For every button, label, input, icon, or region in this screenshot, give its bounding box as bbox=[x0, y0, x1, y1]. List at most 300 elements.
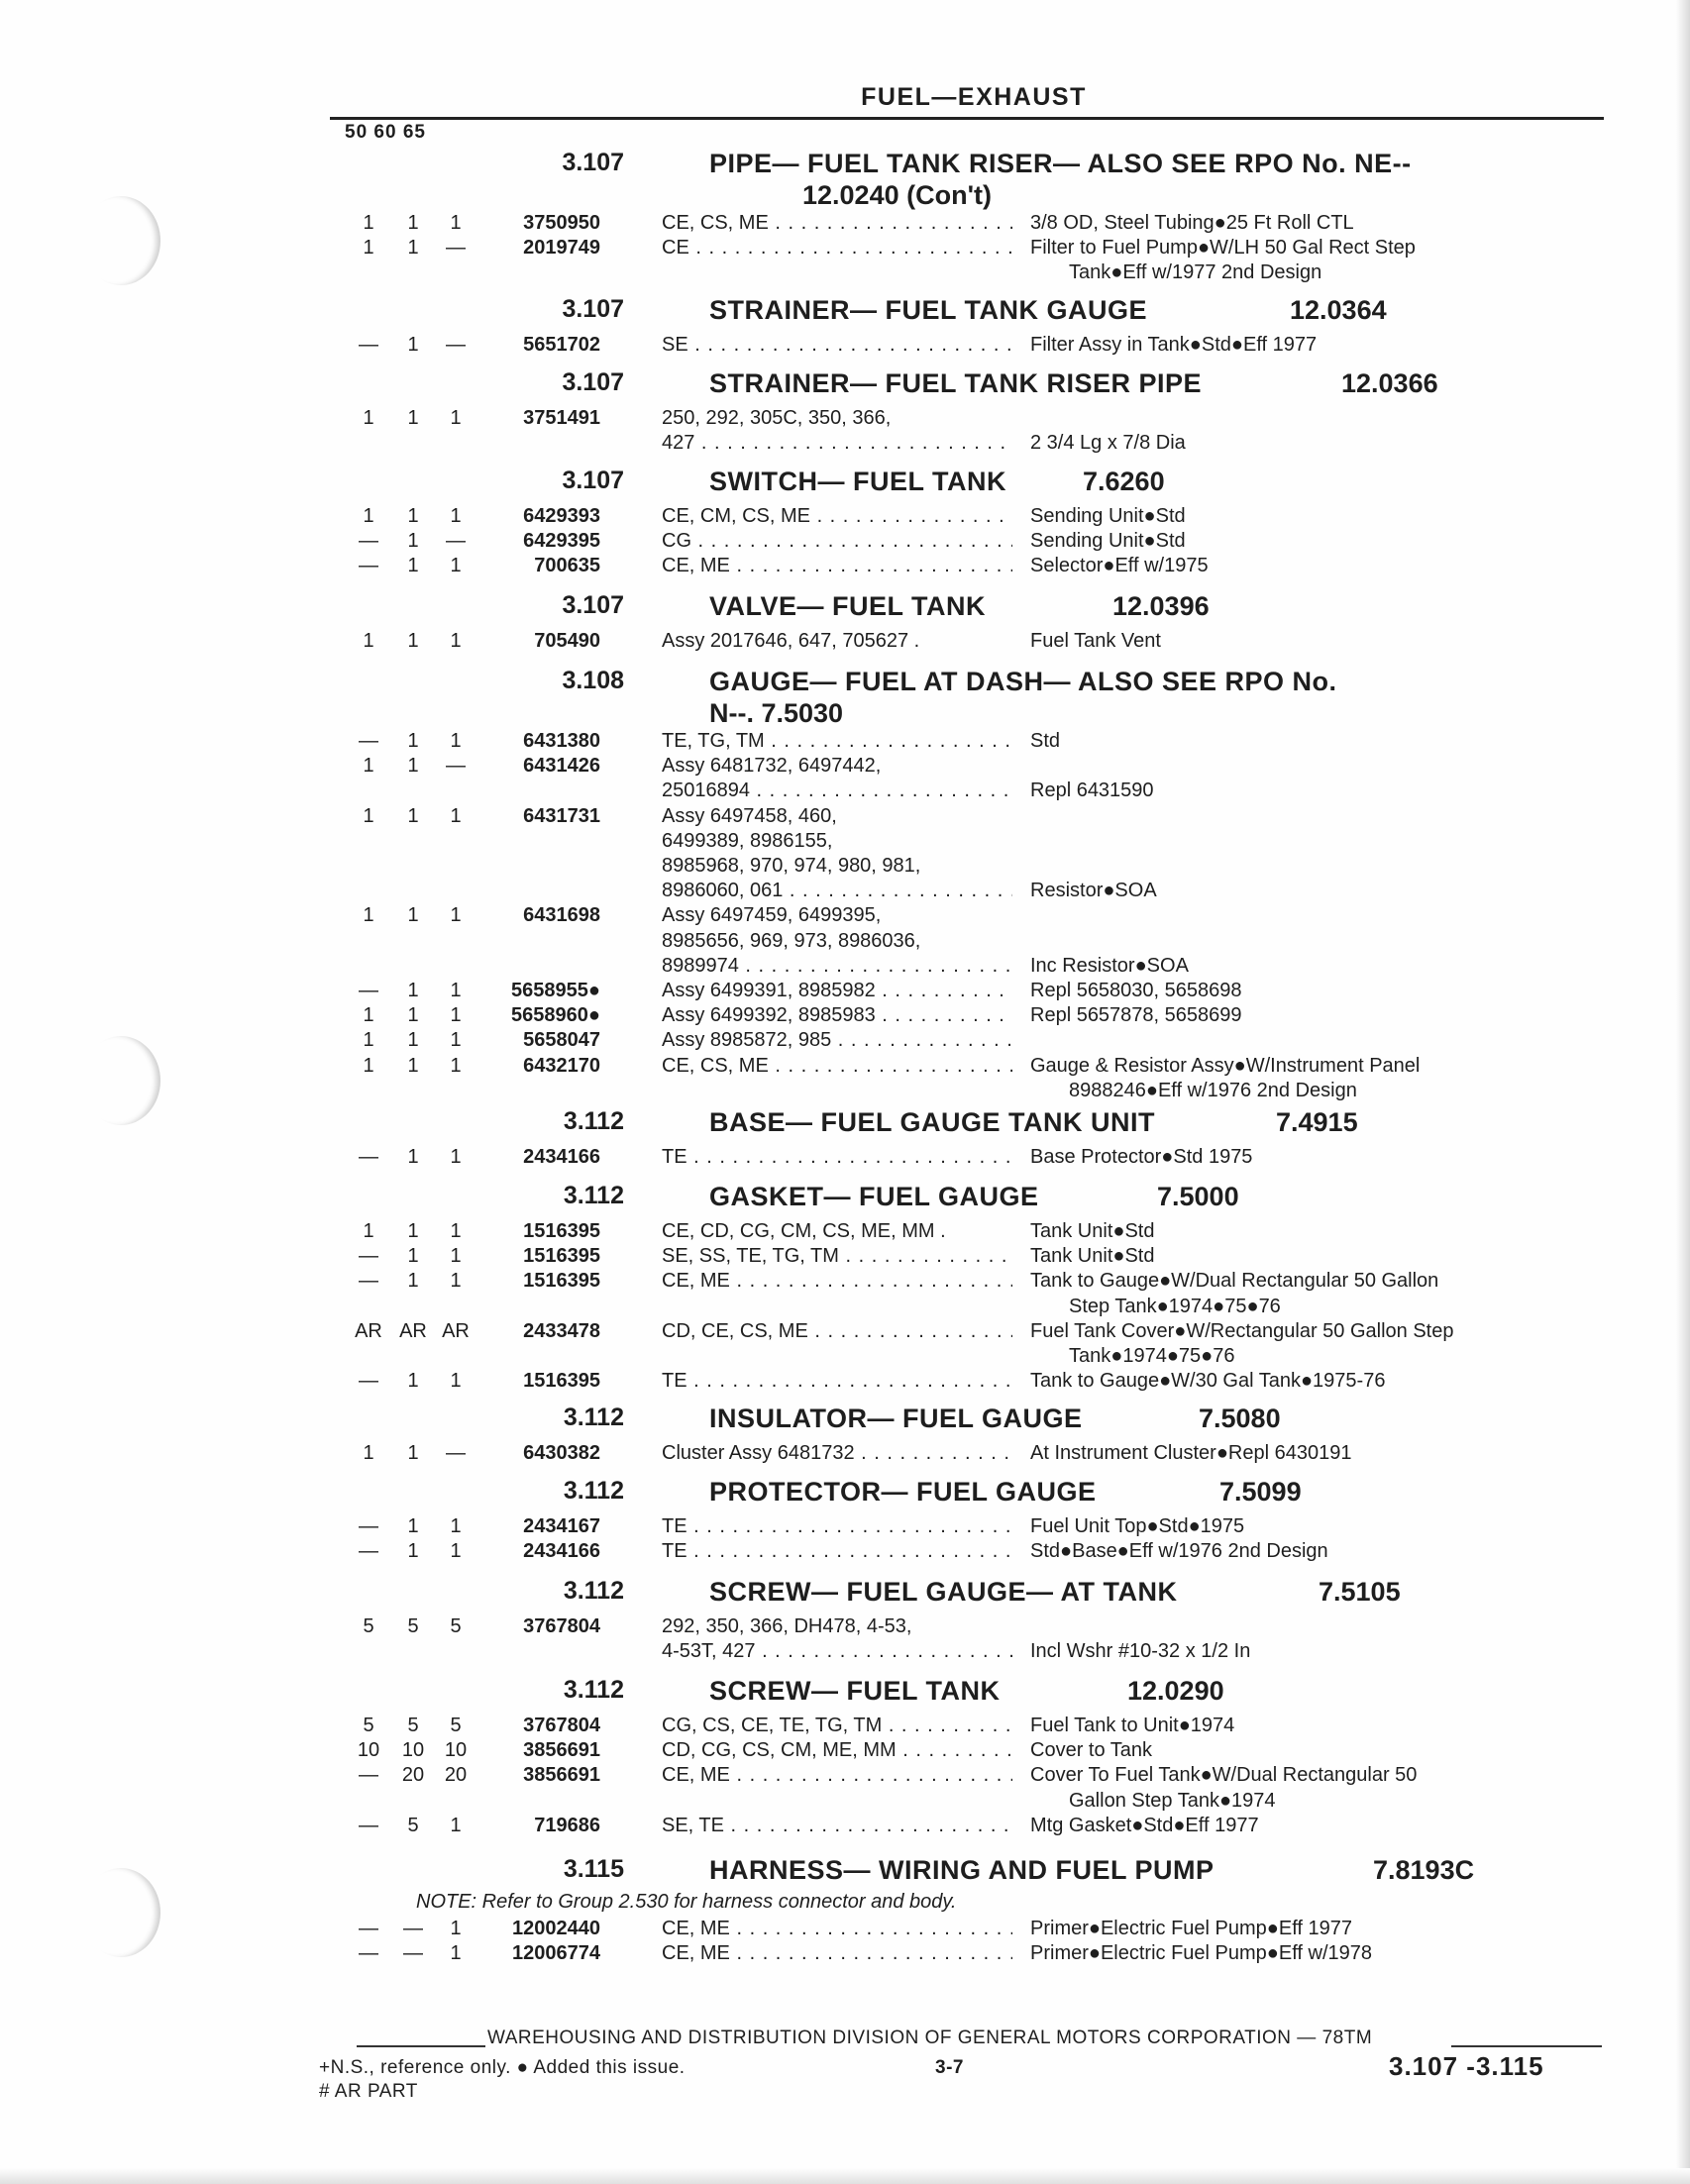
part-number: 6431698 bbox=[523, 904, 600, 927]
qty-60: 1 bbox=[407, 505, 419, 527]
part-row bbox=[0, 1916, 1690, 1941]
qty-60: 1 bbox=[407, 904, 419, 927]
qty-60: 1 bbox=[407, 755, 419, 778]
usage-description: CG . . . bbox=[662, 528, 1012, 554]
part-number: 2433478 bbox=[523, 1319, 600, 1342]
part-row bbox=[0, 405, 1690, 431]
usage-description: CE, ME . . . bbox=[662, 1268, 1012, 1294]
group-number: 3.107 bbox=[562, 149, 624, 176]
qty-65: 1 bbox=[450, 1054, 462, 1077]
catalog-code: 7.5000 bbox=[1157, 1182, 1239, 1211]
part-number: 2434166 bbox=[523, 1540, 600, 1563]
part-row bbox=[0, 1737, 1690, 1763]
part-number: 2434167 bbox=[523, 1515, 600, 1537]
section-heading bbox=[0, 295, 1690, 327]
section-heading bbox=[0, 1404, 1690, 1435]
usage-description: CE, CD, CG, CM, CS, ME, MM . bbox=[662, 1220, 946, 1242]
usage-description: TE . . . bbox=[662, 1513, 1012, 1539]
part-note: Gauge & Resistor Assy●W/Instrument Panel bbox=[1030, 1054, 1421, 1077]
section-title: VALVE— FUEL TANK bbox=[709, 591, 987, 621]
section-title: STRAINER— FUEL TANK GAUGE bbox=[709, 295, 1148, 325]
part-number: 6431731 bbox=[523, 804, 600, 827]
part-row bbox=[0, 332, 1690, 358]
part-row bbox=[0, 1440, 1690, 1466]
part-number: 6430382 bbox=[523, 1442, 600, 1464]
qty-60: 1 bbox=[407, 237, 419, 260]
part-note: Tank to Gauge●W/30 Gal Tank●1975-76 bbox=[1030, 1370, 1386, 1393]
part-note: Resistor●SOA bbox=[1030, 880, 1157, 902]
part-row bbox=[0, 1368, 1690, 1394]
part-row bbox=[0, 1813, 1690, 1838]
usage-description: 25016894 . . . bbox=[662, 778, 1012, 803]
qty-60: 20 bbox=[401, 1764, 425, 1787]
part-number: 5658960● bbox=[511, 1004, 600, 1027]
part-row bbox=[0, 628, 1690, 654]
header-rule bbox=[330, 117, 1604, 120]
part-row bbox=[0, 803, 1690, 829]
usage-description: TE . . . bbox=[662, 1144, 1012, 1170]
qty-50: — bbox=[359, 530, 378, 553]
section-heading bbox=[0, 467, 1690, 498]
qty-65: 1 bbox=[450, 630, 462, 652]
section-note: NOTE: Refer to Group 2.530 for harness connector and body. bbox=[416, 1891, 957, 1913]
qty-65: 1 bbox=[450, 1918, 462, 1940]
part-row bbox=[0, 1053, 1690, 1079]
part-number: 3751491 bbox=[523, 407, 600, 429]
qty-50: — bbox=[359, 1918, 378, 1940]
group-number: 3.112 bbox=[563, 1107, 624, 1135]
footer-rule-left bbox=[357, 2045, 485, 2047]
part-row bbox=[0, 1513, 1690, 1539]
qty-60: 1 bbox=[407, 1540, 419, 1563]
group-number: 3.112 bbox=[563, 1577, 624, 1605]
qty-65: — bbox=[446, 334, 466, 356]
part-number: 1516395 bbox=[523, 1270, 600, 1293]
usage-description: Assy 6497458, 460, bbox=[662, 804, 837, 827]
part-row bbox=[0, 728, 1690, 754]
qty-50: 1 bbox=[363, 1029, 374, 1052]
part-row bbox=[0, 1027, 1690, 1053]
part-row bbox=[0, 1538, 1690, 1564]
qty-65: 1 bbox=[450, 1370, 462, 1393]
part-row bbox=[0, 235, 1690, 260]
qty-65: 1 bbox=[450, 555, 462, 577]
qty-65: — bbox=[446, 1442, 466, 1464]
footer-page-number: 3-7 bbox=[935, 2057, 964, 2078]
qty-60: — bbox=[403, 1918, 423, 1940]
part-note-continued: Tank●Eff w/1977 2nd Design bbox=[1069, 261, 1322, 284]
group-number: 3.107 bbox=[562, 591, 624, 619]
qty-60: 5 bbox=[407, 1615, 419, 1637]
usage-description: CE, ME . . . bbox=[662, 1916, 1012, 1941]
part-row-continued bbox=[0, 1788, 1690, 1814]
part-row bbox=[0, 953, 1690, 979]
part-note: Inc Resistor●SOA bbox=[1030, 954, 1189, 977]
section-heading bbox=[0, 1676, 1690, 1708]
usage-description: SE . . . bbox=[662, 332, 1012, 358]
part-number: 6431380 bbox=[523, 730, 600, 752]
part-note: Sending Unit●Std bbox=[1030, 505, 1186, 527]
part-note: Tank to Gauge●W/Dual Rectangular 50 Gallon bbox=[1030, 1270, 1439, 1293]
usage-description: 8989974 . . . bbox=[662, 953, 1012, 979]
part-row-continued bbox=[0, 1294, 1690, 1319]
qty-50: — bbox=[359, 1270, 378, 1293]
qty-65: 1 bbox=[450, 904, 462, 927]
section-title-continued: N--. 7.5030 bbox=[709, 698, 844, 728]
qty-65: 1 bbox=[450, 804, 462, 827]
part-note: Repl 5658030, 5658698 bbox=[1030, 980, 1242, 1001]
section-heading bbox=[0, 1107, 1690, 1139]
part-number: 6429395 bbox=[523, 530, 600, 553]
part-number: 705490 bbox=[534, 630, 600, 652]
qty-60: 1 bbox=[407, 1370, 419, 1393]
usage-description: CE, CS, ME . . . bbox=[662, 1053, 1012, 1079]
catalog-code: 12.0396 bbox=[1112, 591, 1210, 621]
qty-60: 1 bbox=[407, 1515, 419, 1537]
part-row bbox=[0, 553, 1690, 578]
part-note: Fuel Tank Cover●W/Rectangular 50 Gallon Step bbox=[1030, 1319, 1454, 1342]
part-number: 1516395 bbox=[523, 1245, 600, 1268]
part-note: Incl Wshr #10-32 x 1/2 In bbox=[1030, 1640, 1251, 1663]
usage-description: Cluster Assy 6481732 . . . bbox=[662, 1440, 1012, 1466]
catalog-code: 7.5099 bbox=[1219, 1477, 1302, 1507]
part-row bbox=[0, 1218, 1690, 1244]
qty-65: AR bbox=[442, 1319, 470, 1342]
part-note: 3/8 OD, Steel Tubing●25 Ft Roll CTL bbox=[1030, 212, 1354, 234]
group-number: 3.112 bbox=[563, 1477, 624, 1505]
part-note: Tank Unit●Std bbox=[1030, 1220, 1155, 1242]
qty-65: — bbox=[446, 237, 466, 260]
qty-50: 1 bbox=[363, 1004, 374, 1027]
section-title: GAUGE— FUEL AT DASH— ALSO SEE RPO No. bbox=[709, 667, 1337, 696]
part-row bbox=[0, 503, 1690, 529]
qty-50: 1 bbox=[363, 630, 374, 652]
section-heading bbox=[0, 667, 1690, 728]
group-number: 3.107 bbox=[562, 295, 624, 323]
section-heading bbox=[0, 1577, 1690, 1609]
usage-description: 4-53T, 427 . . . bbox=[662, 1638, 1012, 1664]
qty-65: 10 bbox=[444, 1739, 468, 1762]
part-row bbox=[0, 430, 1690, 456]
part-number: 6432170 bbox=[523, 1054, 600, 1077]
part-row bbox=[0, 1268, 1690, 1294]
qty-65: 1 bbox=[450, 1146, 462, 1168]
qty-65: — bbox=[446, 755, 466, 778]
group-number: 3.107 bbox=[562, 368, 624, 396]
part-number: 2019749 bbox=[523, 237, 600, 260]
catalog-code: 7.8193C bbox=[1373, 1855, 1475, 1885]
qty-65: 1 bbox=[450, 1029, 462, 1052]
group-number: 3.112 bbox=[563, 1182, 624, 1209]
catalog-code: 7.4915 bbox=[1276, 1107, 1358, 1137]
qty-65: 1 bbox=[450, 1515, 462, 1537]
part-row bbox=[0, 828, 1690, 854]
section-title: SWITCH— FUEL TANK bbox=[709, 467, 1006, 496]
part-number: 12006774 bbox=[512, 1942, 600, 1965]
qty-65: 1 bbox=[450, 1942, 462, 1965]
part-note: 2 3/4 Lg x 7/8 Dia bbox=[1030, 432, 1186, 455]
qty-50: 1 bbox=[363, 904, 374, 927]
part-row-continued bbox=[0, 1078, 1690, 1103]
qty-60: 1 bbox=[407, 1029, 419, 1052]
catalog-code: 12.0366 bbox=[1341, 368, 1438, 398]
qty-50: — bbox=[359, 1540, 378, 1563]
qty-60: 1 bbox=[407, 1245, 419, 1268]
part-note-continued: Step Tank●1974●75●76 bbox=[1069, 1295, 1281, 1317]
part-number: 3856691 bbox=[523, 1764, 600, 1787]
usage-description: CD, CG, CS, CM, ME, MM . . . bbox=[662, 1737, 1012, 1763]
section-title: HARNESS— WIRING AND FUEL PUMP bbox=[709, 1855, 1215, 1885]
part-note: Cover To Fuel Tank●W/Dual Rectangular 50 bbox=[1030, 1764, 1418, 1787]
usage-description: CE, ME . . . bbox=[662, 553, 1012, 578]
qty-50: AR bbox=[355, 1319, 382, 1342]
part-number: 3856691 bbox=[523, 1739, 600, 1762]
usage-description: 8985968, 970, 974, 980, 981, bbox=[662, 855, 921, 877]
footer-group-range: 3.107 -3.115 bbox=[1389, 2051, 1544, 2081]
part-note: Filter Assy in Tank●Std●Eff 1977 bbox=[1030, 334, 1318, 356]
qty-65: 1 bbox=[450, 1220, 462, 1242]
qty-50: — bbox=[359, 1515, 378, 1537]
qty-65: 1 bbox=[450, 1270, 462, 1293]
part-note: Repl 6431590 bbox=[1030, 780, 1154, 802]
group-number: 3.108 bbox=[562, 667, 624, 694]
qty-60: 1 bbox=[407, 804, 419, 827]
usage-description: SE, TE . . . bbox=[662, 1813, 1012, 1838]
section-heading bbox=[0, 1855, 1690, 1887]
catalog-code: 7.5105 bbox=[1319, 1577, 1401, 1607]
qty-50: 1 bbox=[363, 755, 374, 778]
part-row bbox=[0, 1002, 1690, 1028]
section-title: INSULATOR— FUEL GAUGE bbox=[709, 1404, 1083, 1433]
usage-description: Assy 6497459, 6499395, bbox=[662, 904, 882, 927]
part-row bbox=[0, 1144, 1690, 1170]
usage-description: SE, SS, TE, TG, TM . . . bbox=[662, 1243, 1012, 1269]
section-heading bbox=[0, 368, 1690, 400]
part-note: Primer●Electric Fuel Pump●Eff 1977 bbox=[1030, 1918, 1353, 1940]
qty-65: 1 bbox=[450, 730, 462, 752]
part-number: 700635 bbox=[534, 555, 600, 577]
section-title: PIPE— FUEL TANK RISER— ALSO SEE RPO No. NE-- bbox=[709, 149, 1412, 178]
qty-60: 1 bbox=[407, 1442, 419, 1464]
usage-description: CE, CM, CS, ME . . . bbox=[662, 503, 1012, 529]
part-note: Fuel Tank to Unit●1974 bbox=[1030, 1715, 1235, 1736]
qty-60: 1 bbox=[407, 980, 419, 1001]
qty-65: 1 bbox=[450, 407, 462, 429]
usage-description: CE, CS, ME . . . bbox=[662, 210, 1012, 236]
footer-division: WAREHOUSING AND DISTRIBUTION DIVISION OF GENERAL MOTORS CORPORATION — 78TM bbox=[487, 2028, 1373, 2048]
part-row bbox=[0, 1243, 1690, 1269]
footer-legend-ar: # AR PART bbox=[319, 2081, 418, 2102]
usage-description: 250, 292, 305C, 350, 366, bbox=[662, 407, 892, 429]
qty-60: 1 bbox=[407, 212, 419, 234]
qty-65: 5 bbox=[450, 1715, 462, 1736]
qty-65: 1 bbox=[450, 212, 462, 234]
part-note-continued: Gallon Step Tank●1974 bbox=[1069, 1789, 1276, 1812]
usage-description: CE . . . bbox=[662, 235, 1012, 260]
qty-50: — bbox=[359, 1245, 378, 1268]
catalog-code: 7.5080 bbox=[1199, 1404, 1281, 1433]
part-note: At Instrument Cluster●Repl 6430191 bbox=[1030, 1442, 1352, 1464]
qty-50: 1 bbox=[363, 1442, 374, 1464]
usage-description: Assy 6499392, 8985983 . . . bbox=[662, 1002, 1012, 1028]
usage-description: CE, ME . . . bbox=[662, 1940, 1012, 1966]
part-row bbox=[0, 928, 1690, 954]
part-note-continued: Tank●1974●75●76 bbox=[1069, 1345, 1235, 1367]
qty-65: 1 bbox=[450, 1814, 462, 1836]
part-note: Fuel Tank Vent bbox=[1030, 630, 1161, 652]
usage-description: 292, 350, 366, DH478, 4-53, bbox=[662, 1615, 912, 1637]
section-title: BASE— FUEL GAUGE TANK UNIT bbox=[709, 1107, 1156, 1137]
qty-50: 1 bbox=[363, 407, 374, 429]
usage-description: TE . . . bbox=[662, 1368, 1012, 1394]
qty-65: 1 bbox=[450, 1245, 462, 1268]
qty-60: AR bbox=[399, 1319, 427, 1342]
qty-60: 1 bbox=[407, 730, 419, 752]
qty-50: — bbox=[359, 980, 378, 1001]
part-note-continued: 8988246●Eff w/1976 2nd Design bbox=[1069, 1079, 1357, 1101]
qty-60: — bbox=[403, 1942, 423, 1965]
part-number: 719686 bbox=[534, 1814, 600, 1836]
usage-description: TE, TG, TM . . . bbox=[662, 728, 1012, 754]
part-row bbox=[0, 1940, 1690, 1966]
usage-description: CG, CS, CE, TE, TG, TM . . . bbox=[662, 1713, 1012, 1738]
part-row bbox=[0, 853, 1690, 879]
part-note: Tank Unit●Std bbox=[1030, 1245, 1155, 1268]
part-row bbox=[0, 978, 1690, 1003]
qty-65: 5 bbox=[450, 1615, 462, 1637]
part-note: Sending Unit●Std bbox=[1030, 530, 1186, 553]
qty-50: 1 bbox=[363, 1220, 374, 1242]
usage-description: Assy 8985872, 985 . . . bbox=[662, 1027, 1012, 1053]
qty-50: 1 bbox=[363, 1054, 374, 1077]
footer-legend: +N.S., reference only. ● Added this issue. bbox=[319, 2057, 686, 2078]
usage-description: TE . . . bbox=[662, 1538, 1012, 1564]
qty-60: 5 bbox=[407, 1814, 419, 1836]
part-number: 5651702 bbox=[523, 334, 600, 356]
part-number: 1516395 bbox=[523, 1220, 600, 1242]
part-number: 2434166 bbox=[523, 1146, 600, 1168]
group-number: 3.115 bbox=[563, 1855, 624, 1883]
usage-description: Assy 2017646, 647, 705627 . bbox=[662, 630, 920, 652]
part-row bbox=[0, 902, 1690, 928]
part-number: 3767804 bbox=[523, 1715, 600, 1736]
usage-description: 427 . . . bbox=[662, 430, 1012, 456]
qty-60: 1 bbox=[407, 334, 419, 356]
qty-60: 1 bbox=[407, 630, 419, 652]
qty-60: 1 bbox=[407, 1220, 419, 1242]
qty-60: 10 bbox=[401, 1739, 425, 1762]
section-heading bbox=[0, 149, 1690, 210]
part-row bbox=[0, 778, 1690, 803]
qty-50: — bbox=[359, 1814, 378, 1836]
usage-description: CD, CE, CS, ME . . . bbox=[662, 1318, 1012, 1344]
part-number: 12002440 bbox=[512, 1918, 600, 1940]
section-heading bbox=[0, 1182, 1690, 1213]
part-number: 6429393 bbox=[523, 505, 600, 527]
running-title: FUEL—EXHAUST bbox=[861, 83, 1087, 111]
qty-65: 1 bbox=[450, 505, 462, 527]
part-note: Cover to Tank bbox=[1030, 1739, 1153, 1762]
part-note: Mtg Gasket●Std●Eff 1977 bbox=[1030, 1814, 1259, 1836]
part-row bbox=[0, 1638, 1690, 1664]
catalog-code: 7.6260 bbox=[1083, 467, 1165, 496]
catalog-code: 12.0290 bbox=[1127, 1676, 1224, 1706]
qty-50: — bbox=[359, 334, 378, 356]
qty-50: 5 bbox=[363, 1615, 374, 1637]
qty-60: 1 bbox=[407, 1146, 419, 1168]
qty-60: 1 bbox=[407, 1270, 419, 1293]
part-row bbox=[0, 753, 1690, 779]
part-row bbox=[0, 1318, 1690, 1344]
usage-description: 8986060, 061 . . . bbox=[662, 878, 1012, 903]
part-number: 1516395 bbox=[523, 1370, 600, 1393]
section-title: GASKET— FUEL GAUGE bbox=[709, 1182, 1039, 1211]
qty-50: 5 bbox=[363, 1715, 374, 1736]
qty-50: 1 bbox=[363, 237, 374, 260]
qty-50: — bbox=[359, 730, 378, 752]
section-heading bbox=[0, 1477, 1690, 1508]
part-note: Std bbox=[1030, 730, 1061, 752]
qty-50: 10 bbox=[357, 1739, 380, 1762]
qty-50: — bbox=[359, 1370, 378, 1393]
qty-65: 20 bbox=[444, 1764, 468, 1787]
part-row bbox=[0, 878, 1690, 903]
qty-65: 1 bbox=[450, 980, 462, 1001]
part-note: Base Protector●Std 1975 bbox=[1030, 1146, 1253, 1168]
qty-50: — bbox=[359, 1942, 378, 1965]
group-number: 3.112 bbox=[563, 1676, 624, 1704]
part-note: Selector●Eff w/1975 bbox=[1030, 555, 1209, 577]
qty-50: 1 bbox=[363, 804, 374, 827]
group-number: 3.107 bbox=[562, 467, 624, 494]
part-row-continued bbox=[0, 260, 1690, 285]
qty-60: 1 bbox=[407, 530, 419, 553]
part-note: Std●Base●Eff w/1976 2nd Design bbox=[1030, 1540, 1328, 1563]
part-note: Filter to Fuel Pump●W/LH 50 Gal Rect Step bbox=[1030, 237, 1416, 260]
qty-60: 1 bbox=[407, 1004, 419, 1027]
qty-65: 1 bbox=[450, 1004, 462, 1027]
group-number: 3.112 bbox=[563, 1404, 624, 1431]
part-note: Fuel Unit Top●Std●1975 bbox=[1030, 1515, 1245, 1537]
footer-rule-right bbox=[1451, 2045, 1602, 2047]
section-title: SCREW— FUEL TANK bbox=[709, 1676, 1001, 1706]
usage-description: 6499389, 8986155, bbox=[662, 829, 833, 852]
usage-description: Assy 6481732, 6497442, bbox=[662, 755, 882, 778]
qty-60: 1 bbox=[407, 555, 419, 577]
section-title: STRAINER— FUEL TANK RISER PIPE bbox=[709, 368, 1203, 398]
part-row bbox=[0, 1713, 1690, 1738]
part-number: 3767804 bbox=[523, 1615, 600, 1637]
column-header-models: 50 60 65 bbox=[345, 122, 426, 143]
qty-60: 5 bbox=[407, 1715, 419, 1736]
section-heading bbox=[0, 591, 1690, 623]
part-note: Repl 5657878, 5658699 bbox=[1030, 1004, 1242, 1027]
catalog-code: 12.0364 bbox=[1290, 295, 1387, 325]
part-row-continued bbox=[0, 1343, 1690, 1369]
part-note: Primer●Electric Fuel Pump●Eff w/1978 bbox=[1030, 1942, 1373, 1965]
scan-edge-shadow-bottom bbox=[0, 2168, 1690, 2184]
qty-65: 1 bbox=[450, 1540, 462, 1563]
part-number: 5658955● bbox=[511, 980, 600, 1001]
usage-description: Assy 6499391, 8985982 . . . bbox=[662, 978, 1012, 1003]
part-number: 6431426 bbox=[523, 755, 600, 778]
part-row bbox=[0, 1613, 1690, 1639]
section-title: PROTECTOR— FUEL GAUGE bbox=[709, 1477, 1097, 1507]
qty-60: 1 bbox=[407, 407, 419, 429]
section-title-continued: 12.0240 (Con't) bbox=[802, 180, 992, 210]
qty-60: 1 bbox=[407, 1054, 419, 1077]
part-row bbox=[0, 1762, 1690, 1788]
